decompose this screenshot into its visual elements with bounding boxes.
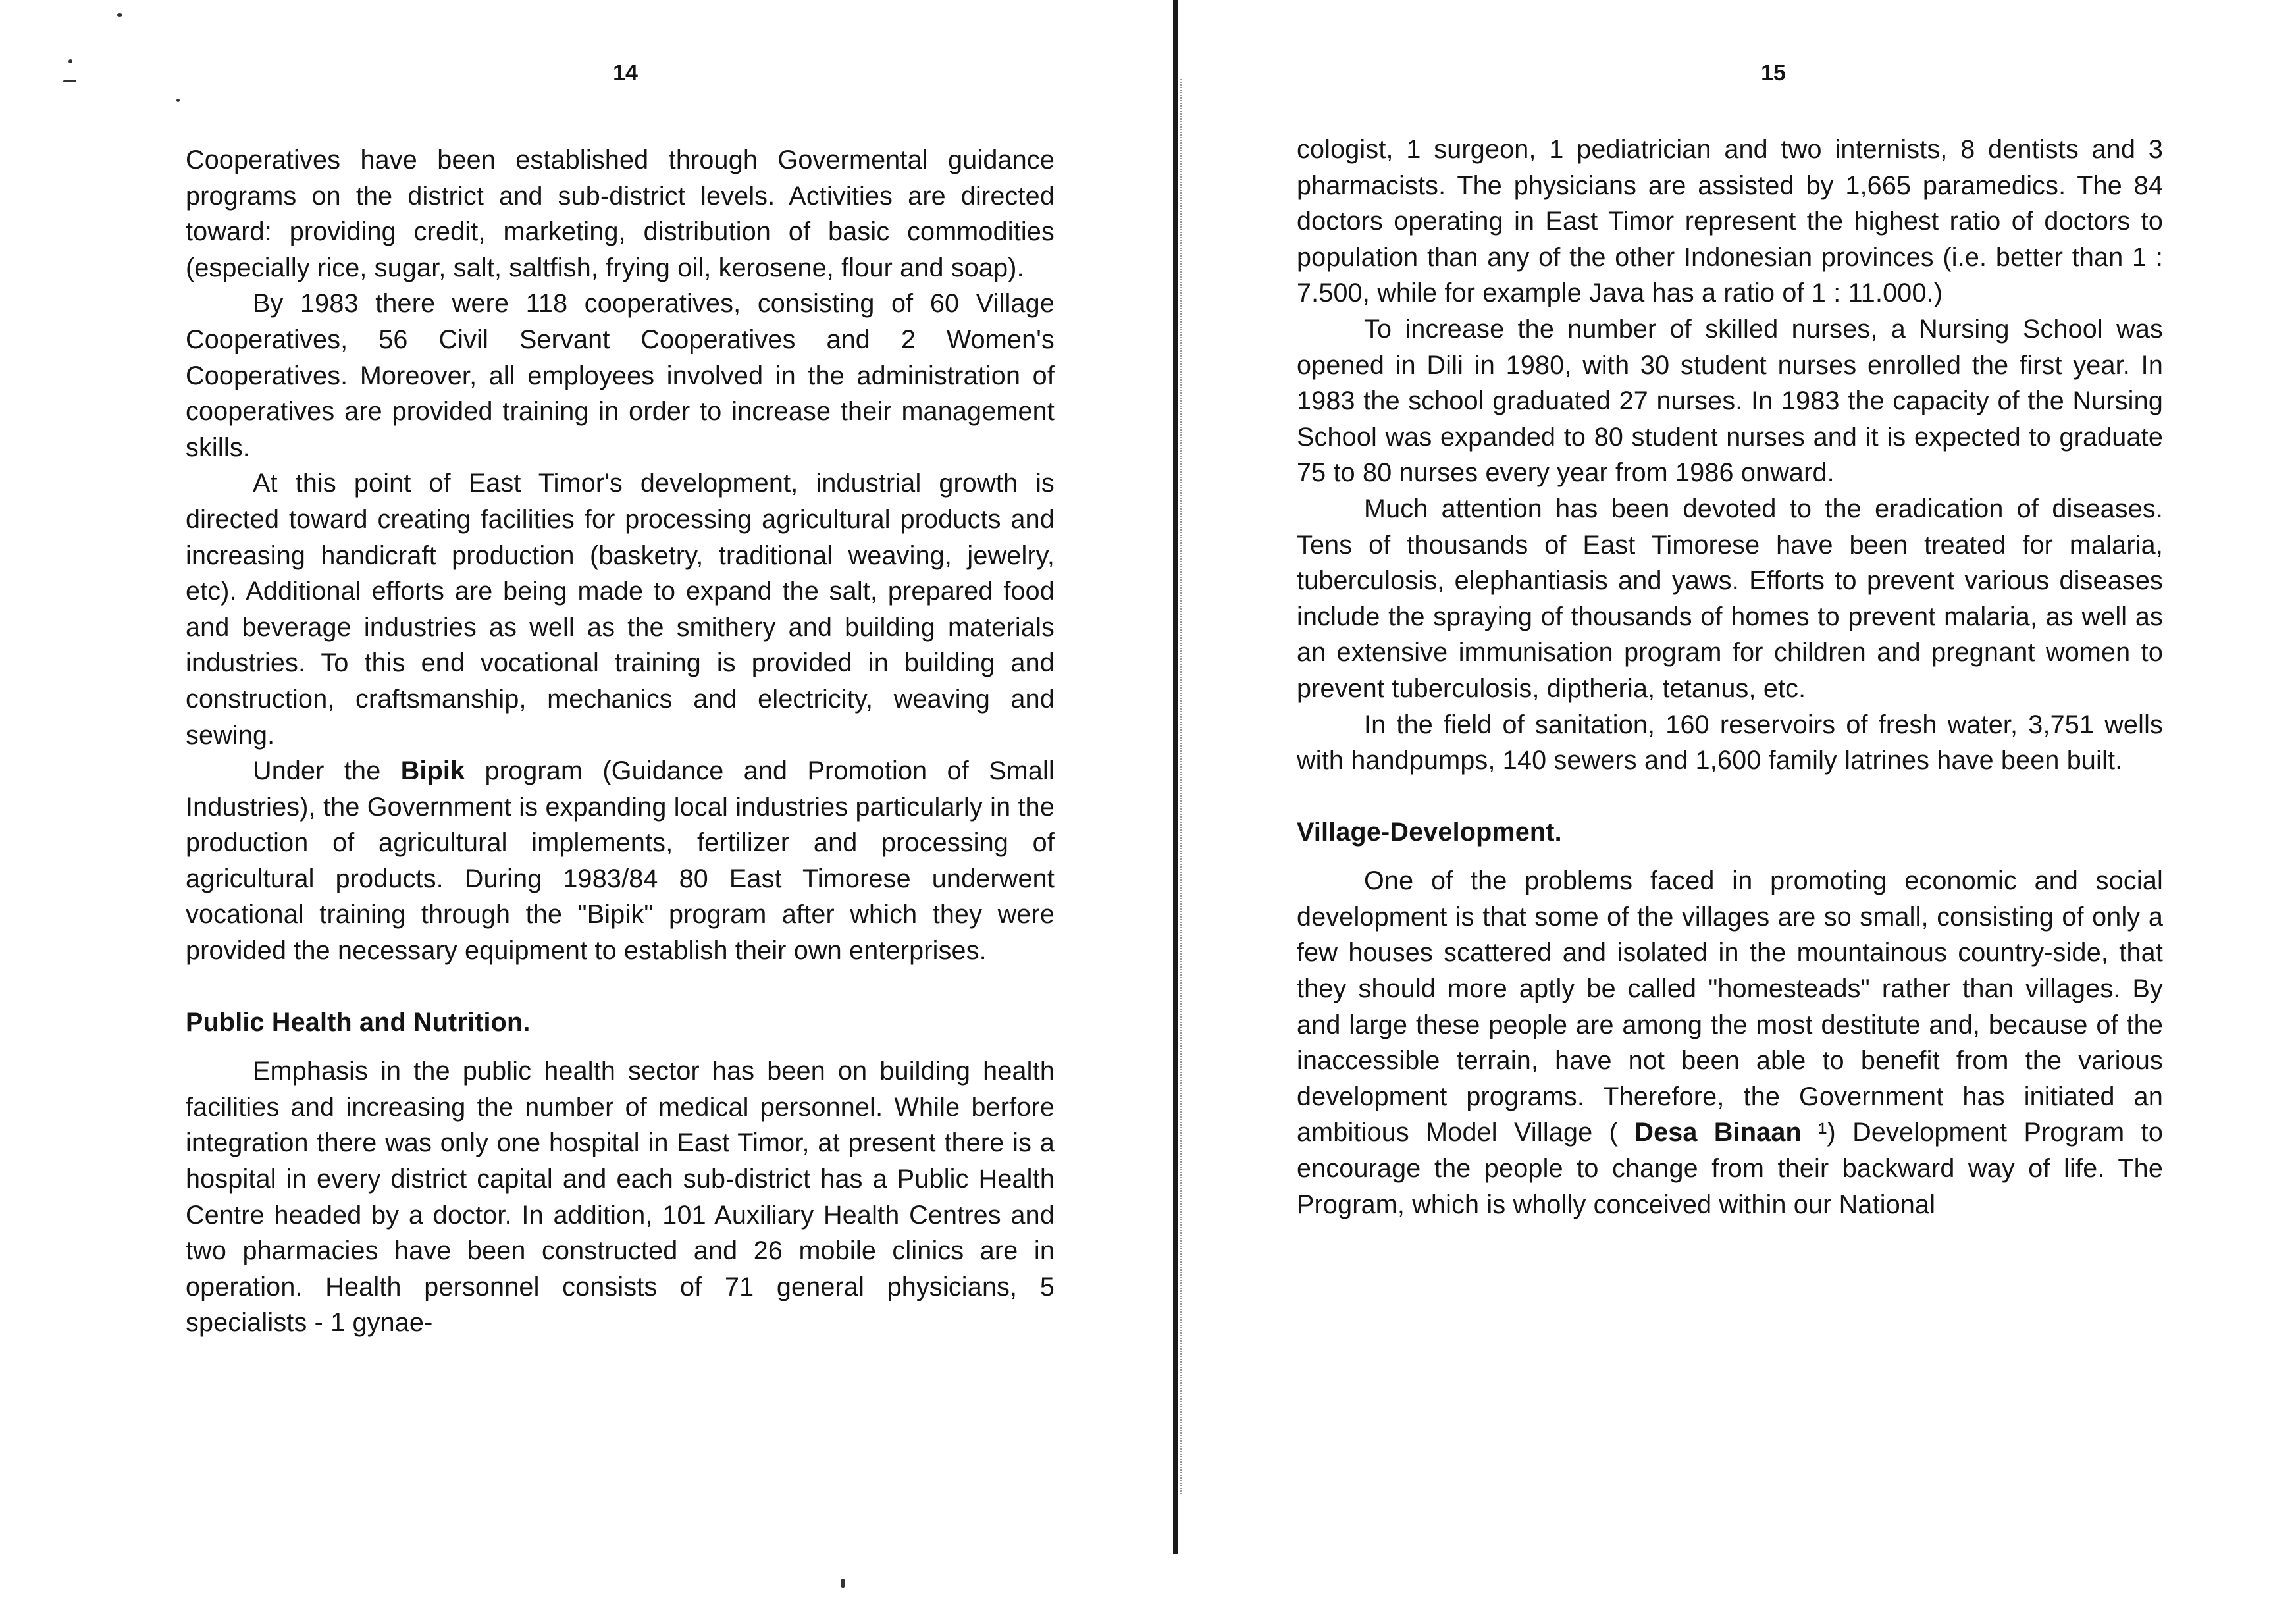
- paragraph: Much attention has been devoted to the eradication of diseases. Tens of thousands of East Timorese have been treated for malaria, tuberculosis, elephantiasis and yaws. Efforts to prevent various diseases include the spraying of thousands of homes to prevent malaria, as well as an extensive immunisation program for children and pregnant women to prevent tuberculosis, diptheria, tetanus, etc.: [1297, 494, 2163, 703]
- paragraph-text: One of the problems faced in promoting economic and social development is that some of the villages are so small, consisting of only a few houses scattered and isolated in the mountainous country-side, that they should more aptly be called "homesteads" rather than villages. By and large these people are among the most destitute and, because of the inaccessible terrain, have not been able to benefit from the various development programs. Therefore, the Government has initiated an ambitious Model Village (: [1297, 866, 2163, 1147]
- paragraph: By 1983 there were 118 cooperatives, consisting of 60 Village Cooperatives, 56 Civil Servant Cooperatives and 2 Women's Cooperatives. Moreover, all employees involved in the administration of cooperatives are provided training in order to increase their management skills.: [186, 289, 1055, 462]
- paragraph: Cooperatives have been established through Govermental guidance programs on the district and sub-district levels. Activities are directed toward: providing credit, marketing, distribution of basic commodities (especially rice, sugar, salt, saltfish, frying oil, kerosene, flour and soap).: [186, 145, 1055, 282]
- section-heading: Village-Development.: [1297, 817, 1562, 847]
- right-page: [1178, 0, 2296, 1601]
- paragraph: [186, 753, 1055, 969]
- paragraph: In the field of sanitation, 160 reservoirs of fresh water, 3,751 wells with handpumps, 140 sewers and 1,600 family latrines have been built.: [1297, 710, 2163, 775]
- paragraph-text: program (Guidance and Promotion of Small Industries), the Government is expanding local industries particularly in the production of agricultural implements, fertilizer and processing of agricultural products. During 1983/84 80 East Timorese underwent vocational training through the "Bipik" program after which they were provided the necessary equipment to establish their own enterprises.: [186, 756, 1055, 966]
- bipik-term: Bipik: [400, 756, 465, 786]
- section-heading: Public Health and Nutrition.: [186, 1007, 531, 1037]
- page-number: 15: [1761, 61, 1786, 86]
- scan-speck: [841, 1579, 845, 1588]
- left-page-text: [186, 142, 1055, 1341]
- paragraph: To increase the number of skilled nurses, a Nursing School was opened in Dili in 1980, with 30 student nurses enrolled the first year. In 1983 the school graduated 27 nurses. In 1983 the capacity of the Nursing School was expanded to 80 student nurses and it is expected to graduate 75 to 80 nurses every year from 1986 onward.: [1297, 314, 2163, 488]
- paragraph: [1297, 863, 2163, 1222]
- paragraph: cologist, 1 surgeon, 1 pediatrician and two internists, 8 dentists and 3 pharmacists. The physicians are assisted by 1,665 paramedics. The 84 doctors operating in East Timor represent the highest ratio of doctors to population than any of the other Indonesian provinces (i.e. better than 1 : 7.500, while for example Java has a ratio of 1 : 11.000.): [1297, 135, 2163, 308]
- desa-binaan-term: Desa Binaan: [1634, 1118, 1802, 1147]
- scan-speck: [176, 99, 180, 102]
- page-number: 14: [613, 61, 638, 86]
- scan-speck: [63, 80, 76, 82]
- scan-speck: [68, 59, 72, 63]
- paragraph: At this point of East Timor's development, industrial growth is directed toward creating facilities for processing agricultural products and increasing handicraft production (basketry, traditional weaving, jewelry, etc). Additional efforts are being made to expand the salt, prepared food and beverage industries as well as the smithery and building materials industries. To this end vocational training is provided in building and construction, craftsmanship, mechanics and electricity, weaving and sewing.: [186, 469, 1055, 750]
- spine-fade: [1173, 1554, 1178, 1601]
- paragraph-text: ¹) Development Program to encourage the people to change from their backward way of life. The Program, which is wholly conceived within our National: [1297, 1118, 2163, 1219]
- scan-speck: [117, 13, 122, 17]
- book-spine: [1173, 0, 1178, 1554]
- paragraph: Emphasis in the public health sector has been on building health facilities and increasing the number of medical personnel. While berfore integration there was only one hospital in East Timor, at present there is a hospital in every district capital and each sub-district has a Public Health Centre headed by a doctor. In addition, 101 Auxiliary Health Centres and two pharmacies have been constructed and 26 mobile clinics are in operation. Health personnel consists of 71 general physicians, 5 specialists - 1 gynae-: [186, 1057, 1055, 1338]
- paragraph-text: Under the: [253, 756, 401, 786]
- right-page-text: [1297, 132, 2163, 1222]
